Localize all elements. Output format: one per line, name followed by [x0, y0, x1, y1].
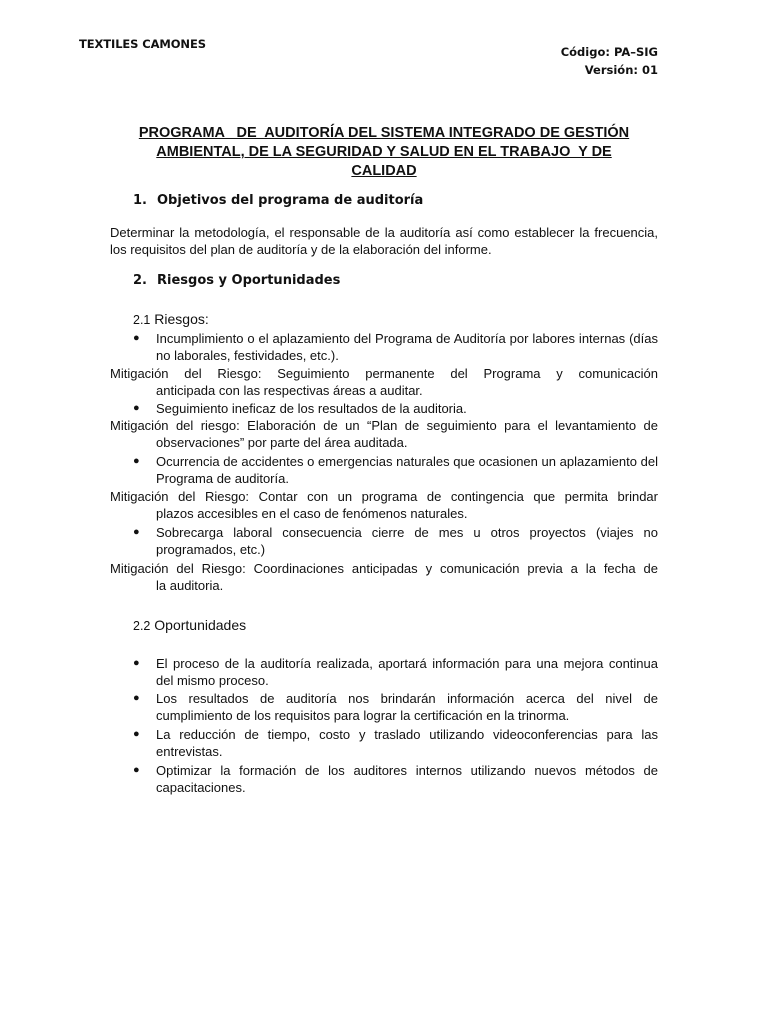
risk-item-4	[133, 524, 658, 558]
opportunity-item-2	[133, 690, 658, 724]
opportunity-item-3	[133, 726, 658, 760]
subsection-riesgos-heading	[133, 311, 209, 327]
risk-mitigation-4	[110, 560, 658, 594]
company-name: TEXTILES CAMONES	[79, 37, 206, 51]
risk-mitigation-2-cont: observaciones” por parte del área auditada.	[156, 435, 408, 450]
risk-mitigation-2-lead: Mitigación del riesgo: Elaboración de un “Plan de seguimiento para el levantamiento de	[110, 418, 658, 433]
document-version: Versión: 01	[584, 63, 658, 77]
bullet-icon: ●	[133, 402, 140, 414]
bullet-icon: ●	[133, 692, 140, 704]
document-code: Código: PA–SIG	[560, 45, 658, 59]
risk-item-1-text: Incumplimiento o el aplazamiento del Programa de Auditoría por labores internas (días no laborales, festividades, etc.).	[156, 331, 658, 363]
document-title	[110, 124, 658, 181]
bullet-icon: ●	[133, 332, 140, 344]
bullet-icon: ●	[133, 455, 140, 467]
title-line-1: PROGRAMA DE AUDITORÍA DEL SISTEMA INTEGRADO DE GESTIÓN	[138, 125, 630, 141]
risk-mitigation-1-lead: Mitigación del Riesgo: Seguimiento permanente del Programa y comunicación	[110, 366, 658, 381]
subsection-oportunidades-heading	[133, 617, 246, 633]
subsection-riesgos-number: 2.1	[133, 313, 151, 327]
risk-mitigation-3	[110, 488, 658, 522]
opportunity-item-4-text: Optimizar la formación de los auditores internos utilizando nuevos métodos de capacitaciones.	[156, 763, 658, 795]
subsection-oportunidades-number: 2.2	[133, 619, 151, 633]
bullet-icon: ●	[133, 764, 140, 776]
section-1-heading	[133, 193, 423, 208]
section-1-text: Determinar la metodología, el responsable de la auditoría así como establecer la frecuencia, los requisitos del plan de auditoría y de la elaboración del informe.	[110, 225, 658, 257]
opportunity-item-2-text: Los resultados de auditoría nos brindarán información acerca del nivel de cumplimiento de los requisitos para lograr la certificación en la trinorma.	[156, 691, 658, 723]
risk-mitigation-3-cont: plazos accesibles en el caso de fenómenos naturales.	[156, 506, 468, 521]
opportunity-item-1-text: El proceso de la auditoría realizada, aportará información para una mejora continua del mismo proceso.	[156, 656, 658, 688]
subsection-riesgos-label: Riesgos:	[154, 311, 209, 327]
bullet-icon: ●	[133, 657, 140, 669]
risk-item-2	[133, 400, 658, 417]
risk-item-3-text: Ocurrencia de accidentes o emergencias naturales que ocasionen un aplazamiento del Programa de auditoría.	[156, 454, 658, 486]
bullet-icon: ●	[133, 728, 140, 740]
bullet-icon: ●	[133, 526, 140, 538]
opportunity-item-3-text: La reducción de tiempo, costo y traslado utilizando videoconferencias para las entrevistas.	[156, 727, 658, 759]
risk-item-1	[133, 330, 658, 364]
risk-mitigation-4-lead: Mitigación del Riesgo: Coordinaciones anticipadas y comunicación previa a la fecha de	[110, 561, 658, 576]
risk-mitigation-2	[110, 417, 658, 451]
risk-mitigation-3-lead: Mitigación del Riesgo: Contar con un programa de contingencia que permita brindar	[110, 489, 658, 504]
document-code-block	[561, 43, 658, 79]
risk-item-4-text: Sobrecarga laboral consecuencia cierre de mes u otros proyectos (viajes no programados, etc.)	[156, 525, 658, 557]
risk-item-2-text: Seguimiento ineficaz de los resultados de la auditoria.	[156, 401, 467, 416]
risk-mitigation-4-cont: la auditoria.	[156, 578, 224, 593]
risk-mitigation-1-cont: anticipada con las respectivas áreas a auditar.	[156, 383, 423, 398]
opportunity-item-4	[133, 762, 658, 796]
section-2-title: Riesgos y Oportunidades	[157, 273, 341, 288]
section-2-number: 2.	[133, 273, 147, 288]
section-1-title: Objetivos del programa de auditoría	[157, 193, 424, 208]
risk-item-3	[133, 453, 658, 487]
subsection-oportunidades-label: Oportunidades	[154, 617, 247, 633]
title-line-2: AMBIENTAL, DE LA SEGURIDAD Y SALUD EN EL TRABAJO Y DE	[156, 144, 612, 160]
opportunity-item-1	[133, 655, 658, 689]
title-line-3: CALIDAD	[351, 163, 417, 179]
section-2-heading	[133, 273, 340, 288]
risk-mitigation-1	[110, 365, 658, 399]
section-1-number: 1.	[133, 193, 147, 208]
